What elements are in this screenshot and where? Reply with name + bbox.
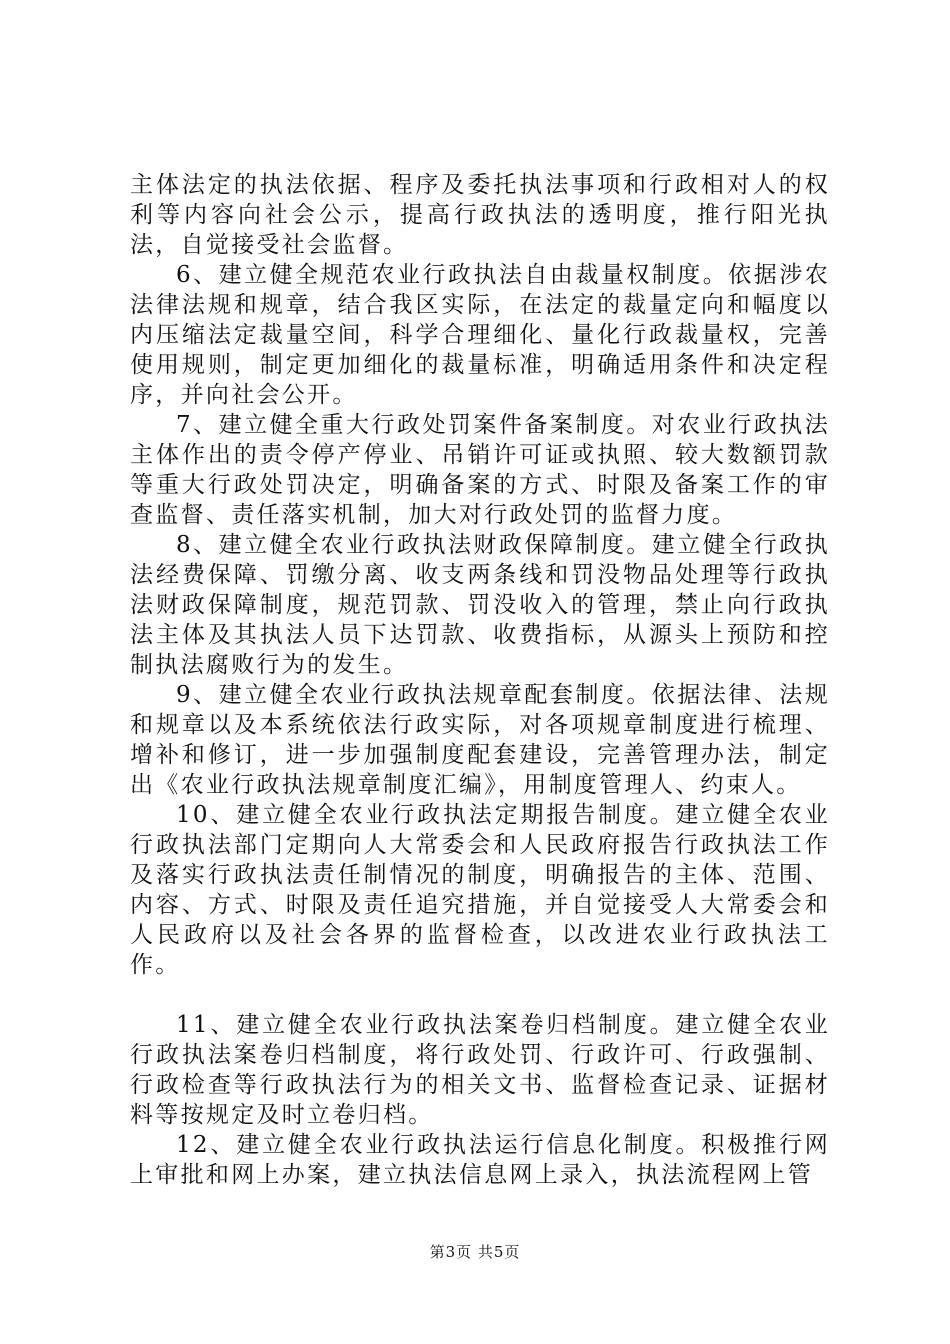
paragraph-item-12: 12、建立健全农业行政执法运行信息化制度。积极推行网上审批和网上办案，建立执法信息网上录入，执法流程网上管 bbox=[130, 1132, 830, 1188]
document-body bbox=[130, 170, 830, 1190]
paragraph-item-11: 11、建立健全农业行政执法案卷归档制度。建立健全农业行政执法案卷归档制度，将行政处罚、行政许可、行政强制、行政检查等行政执法行为的相关文书、监督检查记录、证据材料等按规定及时立卷归档。 bbox=[130, 1012, 830, 1128]
page-number-footer: 第3页 共5页 bbox=[429, 1243, 521, 1261]
paragraph-item-6: 6、建立健全规范农业行政执法自由裁量权制度。依据涉农法律法规和规章，结合我区实际，在法定的裁量定向和幅度以内压缩法定裁量空间，科学合理细化、量化行政裁量权，完善使用规则，制定更加细化的裁量标准，明确适用条件和决定程序，并向社会公开。 bbox=[130, 262, 830, 408]
paragraph-continuation: 主体法定的执法依据、程序及委托执法事项和行政相对人的权利等内容向社会公示，提高行政执法的透明度，推行阳光执法，自觉接受社会监督。 bbox=[130, 172, 830, 258]
paragraph-item-10: 10、建立健全农业行政执法定期报告制度。建立健全农业行政执法部门定期向人大常委会和人民政府报告行政执法工作及落实行政执法责任制情况的制度，明确报告的主体、范围、内容、方式、时限及责任追究措施，并自觉接受人大常委会和人民政府以及社会各界的监督检查，以改进农业行政执法工作。 bbox=[130, 802, 830, 978]
paragraph-item-7: 7、建立健全重大行政处罚案件备案制度。对农业行政执法主体作出的责令停产停业、吊销许可证或执照、较大数额罚款等重大行政处罚决定，明确备案的方式、时限及备案工作的审查监督、责任落实机制，加大对行政处罚的监督力度。 bbox=[130, 412, 830, 528]
paragraph-item-9: 9、建立健全农业行政执法规章配套制度。依据法律、法规和规章以及本系统依法行政实际，对各项规章制度进行梳理、增补和修订，进一步加强制度配套建设，完善管理办法，制定出《农业行政执法规章制度汇编》，用制度管理人、约束人。 bbox=[130, 682, 830, 798]
paragraph-item-8: 8、建立健全农业行政执法财政保障制度。建立健全行政执法经费保障、罚缴分离、收支两条线和罚没物品处理等行政执法财政保障制度，规范罚款、罚没收入的管理，禁止向行政执法主体及其执法人员下达罚款、收费指标，从源头上预防和控制执法腐败行为的发生。 bbox=[130, 532, 830, 678]
